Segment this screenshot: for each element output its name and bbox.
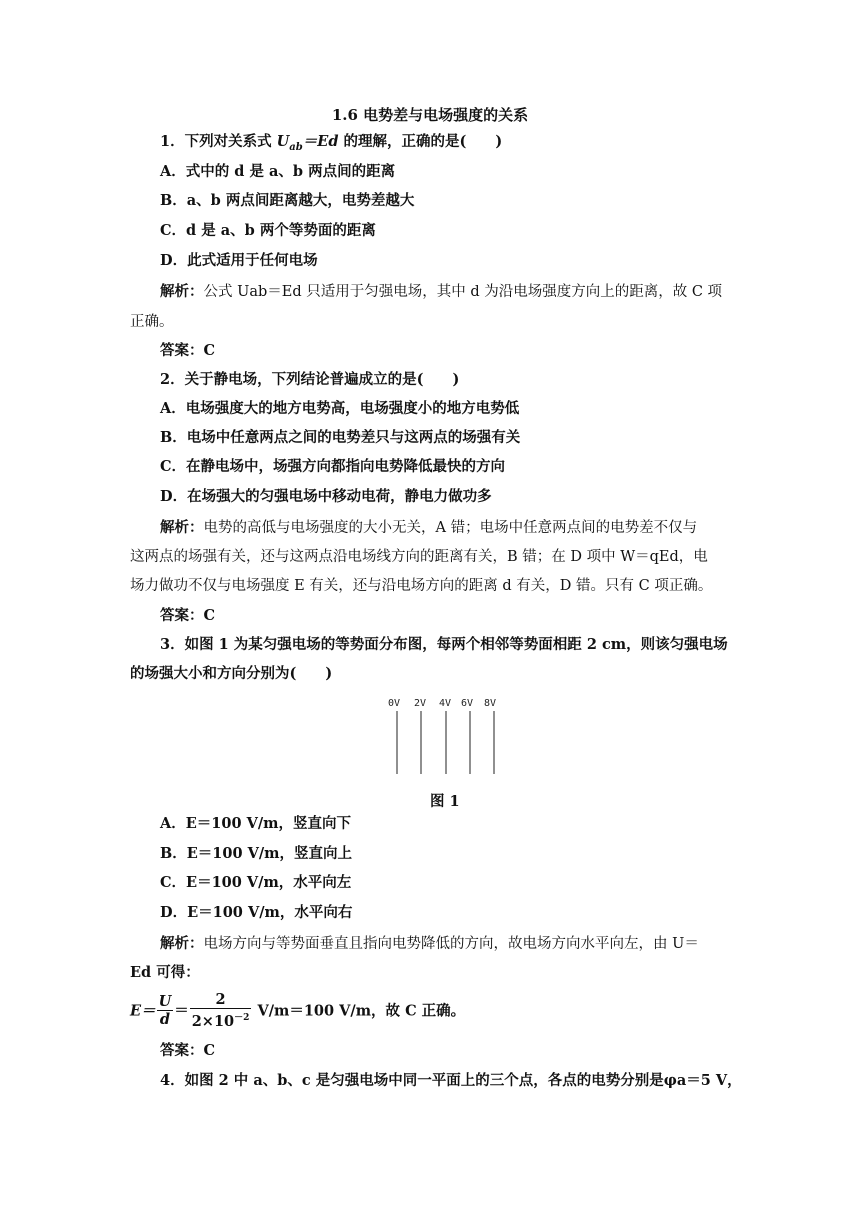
- q1-option-d: D．此式适用于任何电场: [160, 252, 318, 269]
- q1-stem: [160, 132, 502, 158]
- q1-analysis-text1: 公式 Uab＝Ed 只适用于匀强电场，其中 d 为沿电场强度方向上的距离，故 C 项: [203, 284, 723, 300]
- q1-option-b: B．a、b 两点间距离越大，电势差越大: [160, 192, 415, 209]
- fraction-u: U: [158, 992, 172, 1010]
- equipotential-figure: [388, 694, 508, 776]
- formula-equals: ＝: [174, 1002, 189, 1020]
- q3-analysis-text1: 电场方向与等势面垂直且指向电势降低的方向，故电场方向水平向左，由 U＝: [203, 936, 699, 952]
- fraction-d: d: [159, 1010, 170, 1028]
- q1-option-c: C．d 是 a、b 两个等势面的距离: [160, 222, 376, 239]
- figure-caption: 图 1: [430, 793, 460, 810]
- q3-analysis-label: 解析：: [160, 935, 204, 952]
- q1-analysis-line2: 正确。: [130, 314, 174, 330]
- q2-analysis-label: 解析：: [160, 519, 204, 536]
- figure-label-6v: 6V: [461, 698, 474, 709]
- q2-stem: 2．关于静电场，下列结论普遍成立的是( ): [160, 371, 460, 388]
- q2-option-c: C．在静电场中，场强方向都指向电势降低最快的方向: [160, 458, 506, 475]
- q1-stem-post: 的理解，正确的是( ): [338, 133, 503, 150]
- section-title: 1.6 电势差与电场强度的关系: [331, 106, 529, 124]
- q1-analysis-line1: [160, 282, 722, 302]
- q2-option-d: D．在场强大的匀强电场中移动电荷，静电力做功多: [160, 488, 492, 505]
- q2-option-a: A．电场强度大的地方电势高，电场强度小的地方电势低: [160, 400, 520, 417]
- q1-formula-ed: ＝Ed: [302, 133, 339, 150]
- q3-formula: [130, 992, 465, 1031]
- q3-option-b: B．E＝100 V/m，竖直向上: [160, 845, 353, 862]
- figure-label-0v: 0V: [388, 698, 401, 709]
- q2-analysis-line2: 这两点的场强有关，还与这两点沿电场线方向的距离有关，B 错；在 D 项中 W＝qEd，电: [130, 549, 708, 565]
- fraction-2-over-2e-2: [190, 992, 252, 1031]
- q1-analysis-label: 解析：: [160, 283, 204, 300]
- q3-analysis-line2: Ed 可得：: [130, 964, 200, 981]
- figure-label-8v: 8V: [484, 698, 497, 709]
- q4-stem: 4．如图 2 中 a、b、c 是匀强电场中同一平面上的三个点，各点的电势分别是φa＝5 V，: [160, 1072, 742, 1089]
- q3-option-d: D．E＝100 V/m，水平向右: [160, 904, 353, 921]
- q3-stem-line1: 3．如图 1 为某匀强电场的等势面分布图，每两个相邻等势面相距 2 cm，则该匀强电场: [160, 636, 728, 653]
- figure-label-4v: 4V: [439, 698, 452, 709]
- formula-rest: V/m＝100 V/m，故 C 正确。: [252, 1002, 466, 1020]
- q3-analysis-line1: [160, 934, 699, 954]
- figure-label-2v: 2V: [414, 698, 427, 709]
- q1-answer: 答案：C: [160, 342, 216, 359]
- q2-analysis-line1: [160, 518, 697, 538]
- q1-stem-pre: 1．下列对关系式: [160, 133, 277, 150]
- q3-option-c: C．E＝100 V/m，水平向左: [160, 874, 352, 891]
- q3-stem-line2: 的场强大小和方向分别为( ): [130, 665, 333, 682]
- formula-lhs: E＝: [130, 1002, 156, 1020]
- fraction-numerator: 2: [190, 992, 252, 1009]
- q2-analysis-line3: 场力做功不仅与电场强度 E 有关，还与沿电场方向的距离 d 有关，D 错。只有 C 项正确。: [130, 578, 713, 594]
- q3-answer: 答案：C: [160, 1042, 216, 1059]
- q1-formula-u: U: [276, 133, 290, 150]
- fraction-denominator-base: 2×10: [191, 1012, 235, 1030]
- q2-analysis-text1: 电势的高低与电场强度的大小无关，A 错；电场中任意两点间的电势差不仅与: [203, 520, 698, 536]
- q1-option-a: A．式中的 d 是 a、b 两点间的距离: [160, 163, 396, 180]
- q2-option-b: B．电场中任意两点之间的电势差只与这两点的场强有关: [160, 429, 521, 446]
- fraction-u-over-d: [157, 994, 174, 1029]
- q3-option-a: A．E＝100 V/m，竖直向下: [160, 815, 352, 832]
- fraction-denominator: [190, 1009, 252, 1031]
- q1-formula-sub: ab: [289, 141, 303, 153]
- fraction-denominator-exp: －2: [234, 1013, 250, 1023]
- q2-answer: 答案：C: [160, 607, 216, 624]
